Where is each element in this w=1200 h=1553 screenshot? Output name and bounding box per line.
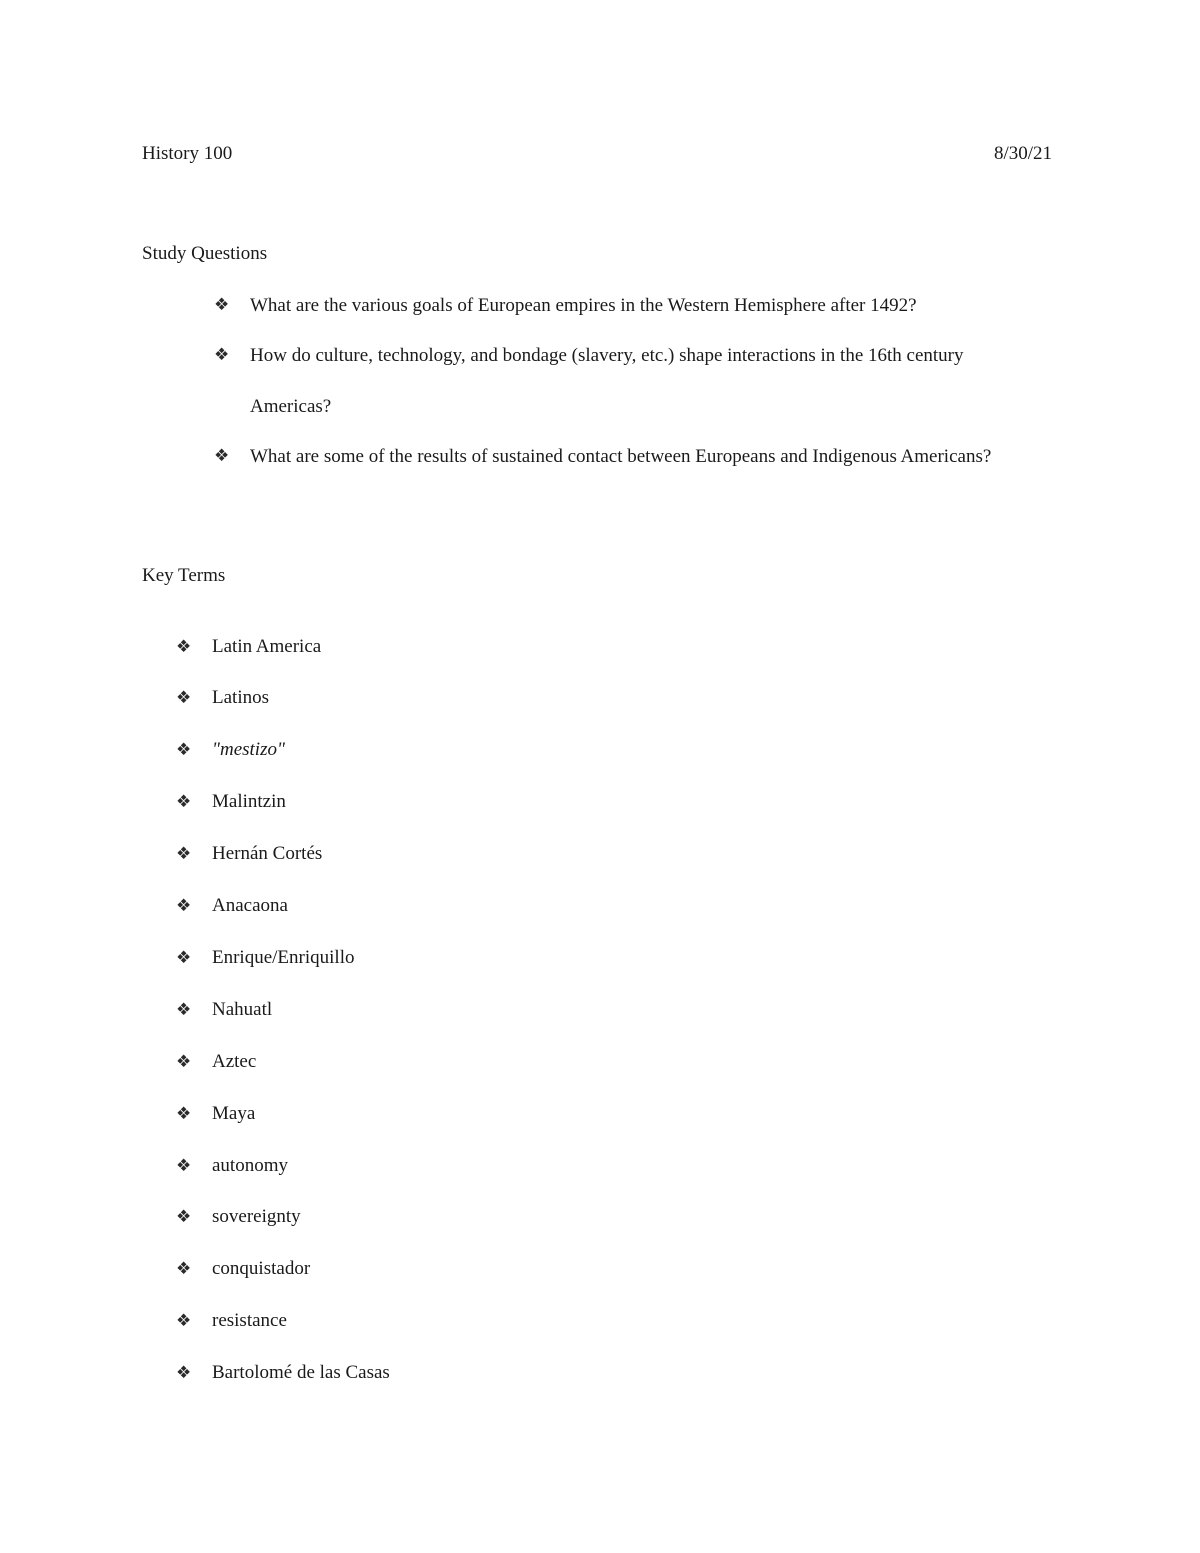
key-term-text: conquistador bbox=[212, 1258, 311, 1279]
diamond-bullet-icon: ❖ bbox=[176, 1052, 192, 1071]
study-questions-heading: Study Questions bbox=[142, 243, 268, 264]
key-term-text: Latinos bbox=[212, 687, 269, 708]
study-question-text: How do culture, technology, and bondage (slavery, etc.) shape interactions in the 16th century Americas? bbox=[250, 345, 964, 417]
diamond-bullet-icon: ❖ bbox=[214, 446, 230, 465]
diamond-bullet-icon: ❖ bbox=[176, 844, 192, 863]
diamond-bullet-icon: ❖ bbox=[176, 1259, 192, 1278]
diamond-bullet-icon: ❖ bbox=[214, 345, 230, 364]
key-term-text: Maya bbox=[212, 1103, 256, 1124]
diamond-bullet-icon: ❖ bbox=[176, 637, 192, 656]
diamond-bullet-icon: ❖ bbox=[176, 948, 192, 967]
diamond-bullet-icon: ❖ bbox=[176, 1311, 192, 1330]
key-term-text: Anacaona bbox=[212, 895, 288, 916]
diamond-bullet-icon: ❖ bbox=[214, 295, 230, 314]
diamond-bullet-icon: ❖ bbox=[176, 740, 192, 759]
key-term-text: Enrique/Enriquillo bbox=[212, 947, 355, 968]
diamond-bullet-icon: ❖ bbox=[176, 688, 192, 707]
diamond-bullet-icon: ❖ bbox=[176, 896, 192, 915]
course-title: History 100 bbox=[142, 143, 233, 164]
diamond-bullet-icon: ❖ bbox=[176, 1156, 192, 1175]
study-question-text: What are some of the results of sustained contact between Europeans and Indigenous Americans? bbox=[250, 446, 992, 467]
key-term-text: Aztec bbox=[212, 1051, 257, 1072]
key-term-text: Hernán Cortés bbox=[212, 843, 323, 864]
diamond-bullet-icon: ❖ bbox=[176, 792, 192, 811]
key-term-text: sovereignty bbox=[212, 1206, 301, 1227]
key-term-text: resistance bbox=[212, 1310, 287, 1331]
diamond-bullet-icon: ❖ bbox=[176, 1000, 192, 1019]
key-terms-heading: Key Terms bbox=[142, 565, 226, 586]
key-term-text: "mestizo" bbox=[212, 739, 285, 760]
key-term-text: Nahuatl bbox=[212, 999, 273, 1020]
diamond-bullet-icon: ❖ bbox=[176, 1104, 192, 1123]
key-term-text: Latin America bbox=[212, 636, 322, 657]
key-term-text: Malintzin bbox=[212, 791, 286, 812]
diamond-bullet-icon: ❖ bbox=[176, 1363, 192, 1382]
key-term-text: autonomy bbox=[212, 1155, 288, 1176]
study-question-text: What are the various goals of European empires in the Western Hemisphere after 1492? bbox=[250, 295, 917, 316]
diamond-bullet-icon: ❖ bbox=[176, 1207, 192, 1226]
key-term-text: Bartolomé de las Casas bbox=[212, 1362, 390, 1383]
document-date: 8/30/21 bbox=[993, 143, 1052, 164]
